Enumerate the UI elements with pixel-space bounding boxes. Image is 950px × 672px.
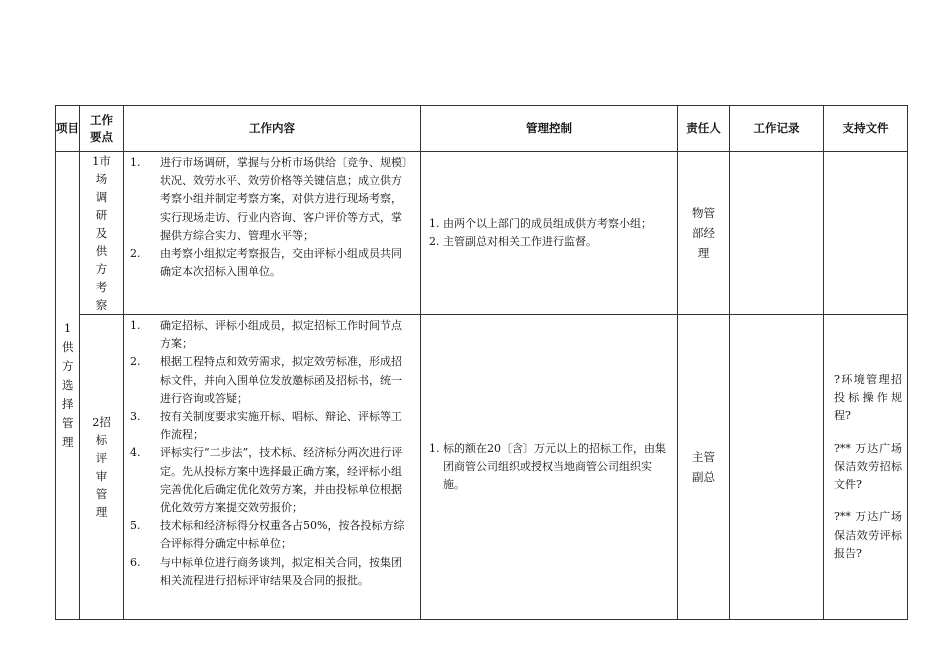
responsible-person: 物管部经理 bbox=[678, 152, 730, 315]
section-label: 1供方选择管理 bbox=[56, 152, 80, 620]
work-record bbox=[730, 315, 824, 620]
list-item: 2. 主管副总对相关工作进行监督。 bbox=[429, 235, 597, 248]
support-docs bbox=[824, 152, 908, 315]
support-doc: ?** 万达广场保洁效劳评标报告? bbox=[834, 510, 902, 560]
list-item: 1. 由两个以上部门的成员组成供方考察小组； bbox=[429, 217, 652, 230]
list-item: 5. 技术标和经济标得分权重各占50%，按各投标方综合评标得分确定中标单位； bbox=[130, 519, 405, 551]
list-item: 4. 评标实行“二步法”，技术标、经济标分两次进行评定。先从投标方案中选择最正确方案，经评标小组完善优化后确定优化效劳方案，并由投标单位根据优化效劳方案提交效劳报价； bbox=[130, 446, 403, 515]
header-support-docs: 支持文件 bbox=[824, 106, 908, 152]
management-table bbox=[55, 105, 908, 620]
list-item: 2. 根据工程特点和效劳需求，拟定效劳标准，形成招标文件，并向入围单位发放邀标函及招标书，统一进行咨询或答疑； bbox=[130, 355, 402, 405]
header-management-control: 管理控制 bbox=[421, 106, 678, 152]
table-row bbox=[56, 152, 908, 315]
responsible-person: 主管副总 bbox=[678, 315, 730, 620]
header-row bbox=[56, 106, 908, 152]
list-item: 1. 确定招标、评标小组成员，拟定招标工作时间节点方案； bbox=[130, 319, 402, 351]
work-point: 1市场调研及供方考察 bbox=[80, 152, 124, 315]
list-item: 1. 进行市场调研，掌握与分析市场供给〔竞争、规模〕状况、效劳水平、效劳价格等关键信息；成立供方考察小组并制定考察方案，对供方进行现场考察，实行现场走访、行业内咨询、客户评价等方式，掌握供方综合实力、管理水平等； bbox=[130, 156, 408, 242]
list-item: 1. 标的额在20〔含〕万元以上的招标工作，由集团商管公司组织或授权当地商管公司组织实施。 bbox=[429, 442, 666, 491]
work-point: 2招标评审管理 bbox=[80, 315, 124, 620]
support-doc: ?** 万达广场保洁效劳招标文件? bbox=[834, 441, 902, 492]
header-work-content: 工作内容 bbox=[124, 106, 421, 152]
list-item: 3. 按有关制度要求实施开标、唱标、辩论、评标等工作流程； bbox=[130, 410, 402, 442]
support-docs bbox=[824, 315, 908, 620]
support-doc: ?环境管理招投标操作规程? bbox=[834, 373, 902, 423]
list-item: 2. 由考察小组拟定考察报告，交由评标小组成员共同确定本次招标入围单位。 bbox=[130, 247, 402, 279]
management-control bbox=[421, 152, 678, 315]
work-content bbox=[124, 315, 421, 620]
work-record bbox=[730, 152, 824, 315]
work-content bbox=[124, 152, 421, 315]
table-row bbox=[56, 315, 908, 620]
header-work-point: 工作要点 bbox=[80, 106, 124, 152]
list-item: 6. 与中标单位进行商务谈判，拟定相关合同，按集团相关流程进行招标评审结果及合同的报批。 bbox=[130, 555, 402, 587]
header-project: 项目 bbox=[56, 106, 80, 152]
management-control bbox=[421, 315, 678, 620]
header-responsible: 责任人 bbox=[678, 106, 730, 152]
header-work-record: 工作记录 bbox=[730, 106, 824, 152]
